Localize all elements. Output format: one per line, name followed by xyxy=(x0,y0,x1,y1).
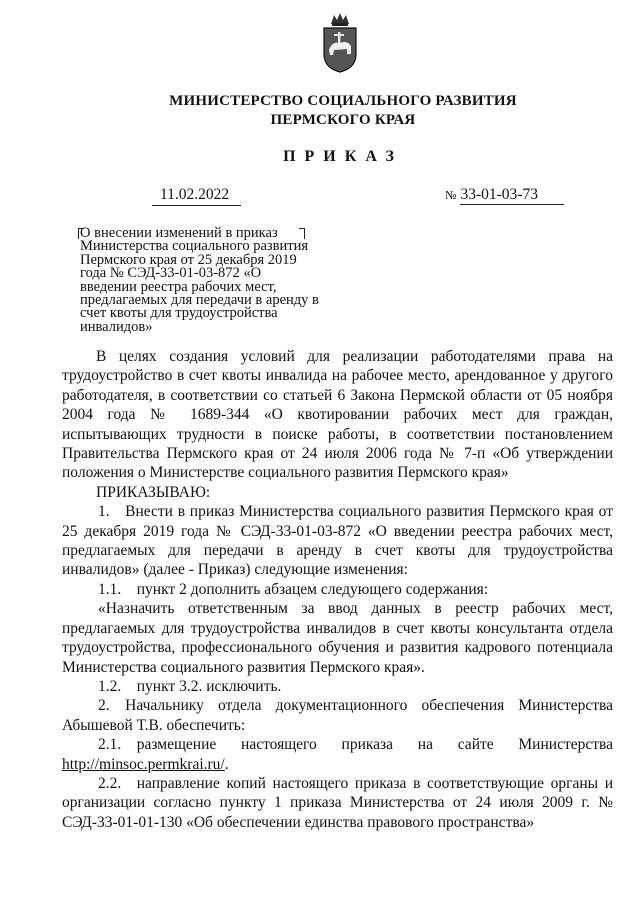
document-type-title: ПРИКАЗ xyxy=(283,148,403,165)
order-date: 11.02.2022 xyxy=(152,186,241,206)
ministry-site-link[interactable]: http://minsoc.permkrai.ru/ xyxy=(62,755,225,773)
ministry-name-line1: МИНИСТЕРСТВО СОЦИАЛЬНОГО РАЗВИТИЯ xyxy=(169,93,517,109)
order-body xyxy=(62,347,613,832)
item-2-1 xyxy=(62,735,613,774)
item-2-2: 2.2. направление копий настоящего приказа в соответствующие органы и организации согласно пункту 1 приказа Министерства от 24 июля 2009 г. № СЭД-33-01-01-130 «Об обеспечении единства правового пространства» xyxy=(62,774,613,831)
item-2-1-text: 2.1. размещение настоящего приказа на сайте Министерства xyxy=(98,736,613,754)
item-1-2: 1.2. пункт 3.2. исключить. xyxy=(98,677,282,695)
item-1-1: 1.1. пункт 2 дополнить абзацем следующего содержания: xyxy=(98,580,489,598)
order-subject: О внесении изменений в приказ Министерства социального развития Пермского края от 25 декабря 2019 года № СЭД-33-01-03-872 «О введении реестра рабочих мест, предлагаемых для передачи в аренду в счет квоты для трудоустройства инвалидов» xyxy=(80,225,319,335)
number-sign: № xyxy=(445,188,457,202)
order-number-block xyxy=(445,186,564,204)
item-1: 1. Внести в приказ Министерства социального развития Пермского края от 25 декабря 2019 года № СЭД-33-01-03-872 «О введении реестра рабочих мест, предлагаемых для передачи в аренду в счет квоты для трудоустройства инвалидов» (далее - Приказ) следующие изменения: xyxy=(62,503,613,579)
item-2-1-end: . xyxy=(224,755,229,773)
ministry-name-line2: ПЕРМСКОГО КРАЯ xyxy=(270,112,416,128)
perm-krai-coat-of-arms-icon xyxy=(318,10,362,74)
order-word: ПРИКАЗЫВАЮ: xyxy=(96,483,211,501)
preamble-paragraph: В целях создания условий для реализации работодателями права на трудоустройство в счет квоты инвалида на рабочее место, арендованное у другого работодателя, в соответствии со статьей 6 Закона Пермской области от 05 ноября 2004 года № 1689-344 «О квотировании рабочих мест для граждан, испытывающих трудности в поиске работы, в соответствии постановлением Правительства Пермского края от 24 июля 2006 года № 7-п «Об утверждении положения о Министерстве социального развития Пермского края» xyxy=(62,348,613,482)
item-2: 2. Начальнику отдела документационного обеспечения Министерства Абышевой Т.В. обеспечить: xyxy=(62,697,613,734)
ministry-name xyxy=(0,92,640,130)
order-number: 33-01-03-73 xyxy=(460,186,564,205)
quoted-text: «Назначить ответственным за ввод данных в реестр рабочих мест, предлагаемых для трудоустройства инвалидов в счет квоты консультанта отдела трудоустройства, профессионального обучения и развития кадрового потенциала Министерства социального развития Пермского края». xyxy=(62,600,613,676)
